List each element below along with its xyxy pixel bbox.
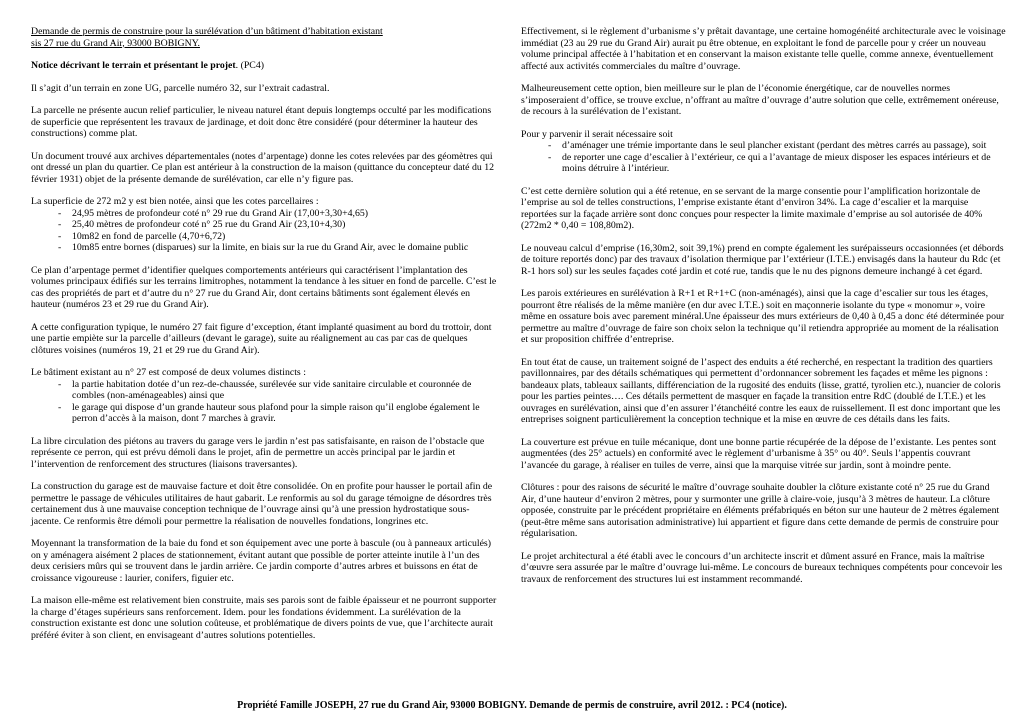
paragraph: Le projet architectural a été établi avec le concours d’un architecte inscrit et dûment assuré en France, mais la maîtrise d’œuvre sera assurée par le maître d’ouvrage lui-même. Le concours de bureaux techniques compétents pour concevoir les travaux de renforcement des structures lui est instamment recommandé. — [521, 550, 1003, 585]
document-title-line-2: sis 27 rue du Grand Air, 93000 BOBIGNY. — [31, 37, 200, 49]
paragraph: La couverture est prévue en tuile mécanique, dont une bonne partie récupérée de la dépose de l’existante. Les pentes sont augmentées (des 25° actuels) en conformité avec le règlement d’urbanisme à 35° ou 40°. Seuls l’appentis couvrant l’avancée du garage, à réaliser en tuiles de verre, ainsi que la marquise vitrée sur jardin, sont à moindre pente. — [521, 436, 997, 471]
paragraph: La construction du garage est de mauvaise facture et doit être consolidée. On en profite pour hausser le portail afin de permettre le passage de véhicules utilitaires de haut gabarit. Le renformis au sol du garage témoigne de désordres très certainement dus à une mauvaise conception technique de l’ouvrage ainsi qu’à une pression hydrostatique sous-jacente. Ce renformis être démoli pour permettre la réalisation de nouvelles fondations, longrines etc. — [31, 481, 493, 527]
list-item: - 10m82 en fond de parcelle (4,70+6,72) — [58, 231, 499, 243]
paragraph: En tout état de cause, un traitement soigné de l’aspect des enduits a été recherché, en respectant la tradition des quartiers pavillonnaires, par des détails schématiques qui permettent d’ordonnancer sobrement les façades et même les pignons : bandeaux plats, tableaux saillants, différenciation de la rugosité des enduits (lisse, gratté, tyrolien etc.), nuancier de coloris pour les parties peintes…. Ces détails permettent de masquer en façade la transition entre RdC (doublé de I.T.E.) et les ouvrages en surélévation, ainsi que d’en assurer l’étanchéité contre les eaux de ruissellement. Il est donc important que les entreprises soignent particulièrement la conception technique et la mise en œuvre de ces détails dans les faits. — [521, 356, 1001, 425]
list-item: - le garage qui dispose d’un grande hauteur sous plafond pour la simple raison qu’il englobe également le perron d’accès à la maison, dont 7 marches à gravir. — [58, 402, 499, 425]
document-title — [31, 26, 499, 49]
list-item: - 25,40 mètres de profondeur coté n° 25 rue du Grand Air (23,10+4,30) — [58, 219, 499, 231]
list-intro: La superficie de 272 m2 y est bien notée, ainsi que les cotes parcellaires : — [31, 196, 319, 207]
list-intro: Le bâtiment existant au n° 27 est composé de deux volumes distincts : — [31, 367, 306, 378]
right-column — [521, 26, 1006, 652]
paragraph: Effectivement, si le règlement d’urbanisme s’y prêtait davantage, une certaine homogénéité architecturale avec le voisinage immédiat (23 au 29 rue du Grand Air) aurait pu être obtenue, en exploitant le fond de parcelle pour y créer un nouveau volume principal affectée à l’habitation et en conservant la maison existante telle quelle, comme annexe, éventuellement affecté aux activités commerciales du maître d’ouvrage. — [521, 26, 1006, 72]
dash-list — [31, 208, 499, 254]
paragraph: Il s’agit d’un terrain en zone UG, parcelle numéro 32, sur l’extrait cadastral. — [31, 82, 330, 94]
paragraph: Un document trouvé aux archives départementales (notes d’arpentage) donne les cotes relevées par des géomètres qui ont dressé un plan du quartier. Ce plan est antérieur à la construction de la maison (quittance du concepteur daté du 12 février 1931) objet de la présente demande de surélévation, car elle n’y figure pas. — [31, 150, 495, 185]
paragraph: A cette configuration typique, le numéro 27 fait figure d’exception, étant implanté quasiment au bord du trottoir, dont une partie empiète sur la parcelle d’ailleurs (devant le garage), suite au réalignement au cas par cas de quelques clôtures voisines (numéros 19, 21 et 29 rue du Grand Air). — [31, 321, 492, 356]
paragraph: La maison elle-même est relativement bien construite, mais ses parois sont de faible épaisseur et ne pourront supporter la charge d’étages supérieurs sans renforcement. Idem. pour les fondations évidemment. La surélévation de la construction existante est donc une solution coûteuse, et problématique de divers points de vue, que l’architecte aurait préféré éviter à son client, en envisageant d’autres solutions potentielles. — [31, 595, 497, 641]
left-column — [31, 26, 499, 652]
section-heading — [31, 60, 499, 72]
section-heading-bold: Notice décrivant le terrain et présentant le projet — [31, 60, 236, 71]
two-column-layout — [31, 26, 1006, 652]
dash-list — [521, 140, 1006, 175]
list-intro: Pour y parvenir il serait nécessaire soit — [521, 128, 673, 140]
list-item: - 24,95 mètres de profondeur coté n° 29 rue du Grand Air (17,00+3,30+4,65) — [58, 208, 499, 220]
paragraph: La libre circulation des piétons au travers du garage vers le jardin n’est pas satisfaisante, en raison de l’obstacle que représente ce perron, qui est prévu démoli dans le projet, afin de permettre un accès principal par le jardin et l’intervention de renforcement des structures (liaisons traversantes). — [31, 435, 485, 470]
paragraph: Le nouveau calcul d’emprise (16,30m2, soit 39,1%) prend en compte également les surépaisseurs occasionnées (et débords de toiture reportés donc) par des travaux d’isolation thermique par l’extérieur (I.T.E.) envisagés dans la hauteur du Rdc (et R-1 hors sol) sur les seules façades coté jardin et coté rue, tandis que le nu des pignons demeure inchangé à cet égard. — [521, 242, 1004, 277]
document-footer: Propriété Famille JOSEPH, 27 rue du Grand Air, 93000 BOBIGNY. Demande de permis de construire, avril 2012. : PC4 (notice). — [237, 699, 787, 711]
paragraph: La parcelle ne présente aucun relief particulier, le niveau naturel étant depuis longtemps occulté par les modifications de superficie que représentent les travaux de jardinage, et doit donc être considéré (pour déterminer la hauteur des constructions) comme plat. — [31, 105, 492, 139]
list-item: - d’aménager une trémie importante dans le seul plancher existant (perdant des mètres carrés au passage), soit — [548, 140, 1006, 152]
paragraph: Moyennant la transformation de la baie du fond et son équipement avec une porte à bascule (ou à panneaux articulés) on y aménagera aisément 2 places de stationnement, évitant autant que possible de porter atteinte inutile à l’un des deux cerisiers mûrs qui se trouvent dans le jardin arrière. Ce jardin comporte d’autres arbres et buissons en état de croissance vigoureuse : laurier, conifers, figuier etc. — [31, 538, 492, 584]
paragraph: C’est cette dernière solution qui a été retenue, en se servant de la marge consentie pour l’amplification horizontale de l’emprise au sol de telles constructions, l’emprise existante étant d’environ 34%. La cage d’escalier et la marquise reportées sur la façade arrière sont donc conçues pour respecter la limite maximale d’emprise au sol autorisée de 40% (272m2 * 0,40 = 108,80m2). — [521, 185, 983, 231]
paragraph: Clôtures : pour des raisons de sécurité le maître d’ouvrage souhaite doubler la clôture existante coté n° 25 rue du Grand Air, d’une hauteur d’environ 2 mètres, pour y surmonter une grille à claire-voie, jusqu’à 3 mètres de hauteur. La clôture opposée, construite par le précédent propriétaire en éléments préfabriqués en béton sur une hauteur de 2 mètres également (peut-être même sans autorisation administrative) lui appartient et figure dans cette demande de permis de construire pour régularisation. — [521, 482, 1000, 539]
dash-list — [31, 379, 499, 425]
section-heading-suffix: . (PC4) — [235, 60, 264, 71]
paragraph: Les parois extérieures en surélévation à R+1 et R+1+C (non-aménagés), ainsi que la cage d’escalier sur tous les étages, pourront être réalisés de la même manière (en dur avec I.T.E.) soit en maçonnerie isolante du type « monomur », voire même en ossature bois avec parement minéral.Une épaisseur des murs extérieurs de 0,40 à 0,45 a donc été déterminée pour permettre au maître d’ouvrage de faire son choix selon la technique qu’il retiendra appropriée au moment de la réalisation et sur proposition chiffrée d’entreprise. — [521, 288, 1005, 345]
paragraph: Ce plan d’arpentage permet d’identifier quelques comportements antérieurs qui caractérisent l’implantation des volumes principaux édifiés sur les terrains limitrophes, notamment la tendance à les situer en fond de parcelle. C’est le cas des propriétés de part et d’autre du n° 27 rue du Grand Air, dont certains bâtiments sont également élevés en hauteur (numéros 23 et 29 rue du Grand Air). — [31, 264, 497, 310]
paragraph: Malheureusement cette option, bien meilleure sur le plan de l’économie énergétique, car de nouvelles normes s’imposeraient d’office, se trouve exclue, n’offrant au maître d’ouvrage d’autre solution que celle, extrêmement onéreuse, de recours à la surélévation de l’existant. — [521, 83, 999, 117]
list-item: - la partie habitation dotée d’un rez-de-chaussée, surélevée sur vide sanitaire circulable et couronnée de combles (non-aménageables) ainsi que — [58, 379, 499, 402]
document-title-line-1: Demande de permis de construire pour la surélévation d’un bâtiment d’habitation existant — [31, 26, 383, 37]
list-item: - 10m85 entre bornes (disparues) sur la limite, en biais sur la rue du Grand Air, avec le domaine public — [58, 242, 499, 254]
list-item: - de reporter une cage d’escalier à l’extérieur, ce qui a l’avantage de mieux disposer les espaces intérieurs et de moins détruire à l’intérieur. — [548, 152, 1006, 175]
